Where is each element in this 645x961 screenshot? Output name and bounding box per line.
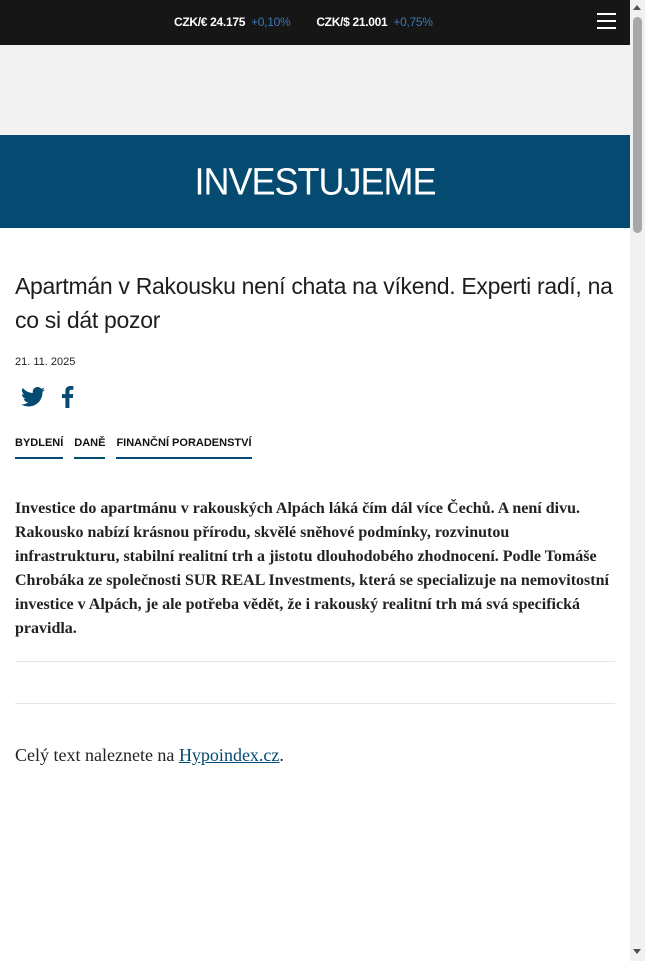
rate-pair: CZK/$ [316, 15, 350, 29]
twitter-icon[interactable] [21, 387, 45, 407]
source-suffix: . [279, 745, 284, 765]
exchange-rates [174, 15, 459, 29]
rate-change: +0,10% [251, 15, 291, 29]
tag-list [15, 437, 615, 459]
source-note [15, 745, 615, 766]
facebook-icon[interactable] [61, 386, 74, 408]
tag-financni-poradenstvi[interactable]: FINANČNÍ PORADENSTVÍ [116, 437, 251, 459]
article-lead: Investice do apartmánu v rakouských Alpách láká čím dál více Čechů. A není divu. Rakousko nabízí krásnou přírodu, skvělé sněhové podmínky, rozvinutou infrastrukturu, stabilní realitní trh a jistotu dlouhodobého zhodnocení. Podle Tomáše Chrobáka ze společnosti SUR REAL Investments, která se specializuje na nemovitostní investice v Alpách, je ale potřeba vědět, že i rakouský realitní trh má svá specifická pravidla. [15, 500, 609, 637]
brand-logo[interactable]: INVESTUJEME [194, 159, 436, 203]
brand-banner[interactable] [0, 135, 630, 228]
rate-change: +0,75% [393, 15, 433, 29]
source-link[interactable]: Hypoindex.cz [178, 745, 280, 765]
scrollbar[interactable] [630, 0, 645, 961]
article-title: Apartmán v Rakousku není chata na víkend. Experti radí, na co si dát pozor [15, 273, 613, 333]
source-prefix: Celý text naleznete na [15, 745, 179, 765]
scroll-thumb[interactable] [633, 17, 642, 233]
divider [15, 703, 615, 704]
article [15, 228, 615, 766]
rate-value: 21.001 [352, 15, 388, 29]
rate-usd [316, 15, 432, 29]
share-buttons [15, 384, 615, 410]
ad-placeholder [0, 45, 630, 135]
rate-pair: CZK/€ [174, 15, 208, 29]
tag-bydleni[interactable]: BYDLENÍ [15, 437, 63, 459]
rate-eur [174, 15, 290, 29]
rate-value: 24.175 [210, 15, 246, 29]
article-date: 21. 11. 2025 [15, 356, 76, 368]
top-bar [0, 0, 630, 45]
hamburger-menu-icon[interactable] [597, 13, 616, 31]
tag-dane[interactable]: DANĚ [74, 437, 105, 459]
scroll-up-arrow-icon[interactable] [633, 5, 641, 10]
scroll-down-arrow-icon[interactable] [633, 949, 641, 954]
divider [15, 661, 615, 662]
